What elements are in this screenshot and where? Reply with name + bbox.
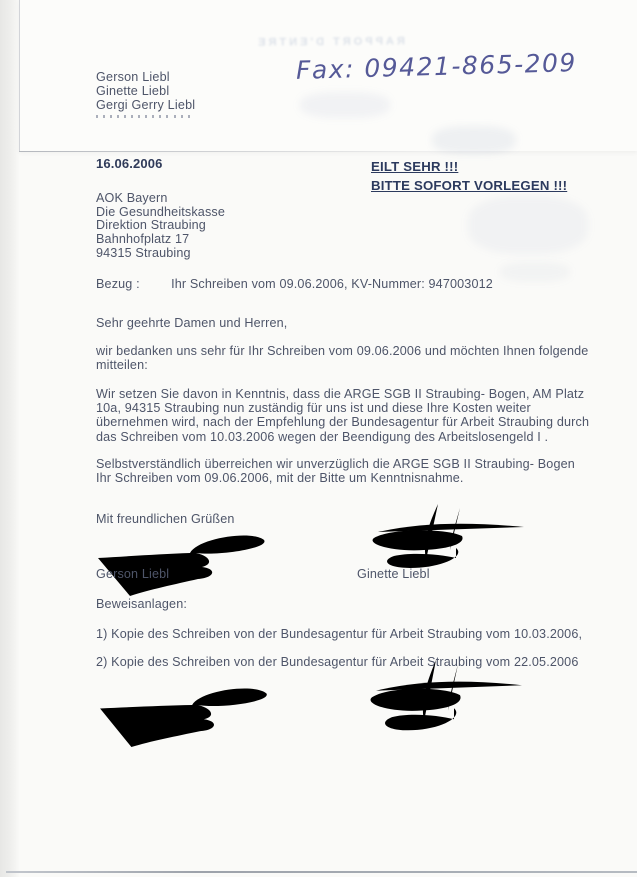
date-text: 16.06.2006 xyxy=(96,156,163,171)
scan-bottom-edge-line xyxy=(6,871,637,873)
recipient-line: Bahnhofplatz 17 xyxy=(96,232,190,247)
recipient-line: 94315 Straubing xyxy=(96,245,191,260)
attachments-heading: Beweisanlagen: xyxy=(96,597,188,611)
signature-ginette-image-bottom xyxy=(340,656,530,755)
sheet-edge-line xyxy=(19,0,20,151)
signature-gerson-image xyxy=(92,520,282,602)
reference-line xyxy=(96,277,493,291)
fold-line xyxy=(19,151,449,152)
reference-label: Bezug : xyxy=(96,277,140,291)
signatory-name: Gerson Liebl xyxy=(96,567,170,581)
salutation-text: Sehr geehrte Damen und Herren, xyxy=(96,316,288,330)
body-paragraph: wir bedanken uns sehr für Ihr Schreiben vom 09.06.2006 und möchten Ihnen folgende mitteilen: xyxy=(96,344,589,373)
cutoff-address-fragments xyxy=(96,112,226,118)
recipient-line: Die Gesundheitskasse xyxy=(96,204,226,219)
bleed-smudge xyxy=(468,196,588,254)
body-paragraph: Selbstverständlich überreichen wir unverzüglich die ARGE SGB II Straubing- Bogen Ihr Schreiben vom 09.06.2006, mit der Bitte um Kenntnisnahme. xyxy=(96,457,575,486)
body-paragraph: Wir setzen Sie davon in Kenntnis, dass die ARGE SGB II Straubing- Bogen, AM Platz 10a, 94315 Straubing nun zuständig für uns ist und diese Ihre Kosten weiter übernehmen wird, nach der Empfehlung der Bundesagentur für Arbeit Straubing durch das Schreiben vom 10.03.2006 wegen der Beendigung des Arbeitslosengeld I . xyxy=(96,387,590,444)
urgency-line-2: BITTE SOFORT VORLEGEN !!! xyxy=(371,177,568,193)
reference-value: Ihr Schreiben vom 09.06.2006, KV-Nummer: 947003012 xyxy=(171,277,493,291)
cutoff-fragment xyxy=(96,115,168,118)
cutoff-fragment xyxy=(174,115,194,118)
sender-name-line: Ginette Liebl xyxy=(96,84,170,98)
attachment-item: 2) Kopie des Schreiben von der Bundesagentur für Arbeit Straubing vom 22.05.2006 xyxy=(96,655,579,669)
bleed-smudge xyxy=(300,92,390,118)
recipient-block xyxy=(96,192,225,261)
bleed-smudge xyxy=(432,126,516,154)
urgency-line-1: EILT SEHR !!! xyxy=(371,159,459,174)
urgency-banner xyxy=(371,158,567,195)
recipient-line: AOK Bayern xyxy=(96,191,168,205)
fax-note-handwritten: Fax: 09421-865-209 xyxy=(295,48,578,85)
signature-gerson-image-bottom xyxy=(93,670,284,755)
ghost-bleed-text: RAPPORT D'ENTRE xyxy=(255,35,405,49)
scan-left-edge-shadow xyxy=(0,0,20,877)
sender-name-line: Gerson Liebl xyxy=(96,70,170,84)
signatory-name: Ginette Liebl xyxy=(357,567,430,581)
closing-text: Mit freundlichen Grüßen xyxy=(96,512,235,526)
recipient-line: Direktion Straubing xyxy=(96,218,206,233)
attachment-item: 1) Kopie des Schreiben von der Bundesagentur für Arbeit Straubing vom 10.03.2006, xyxy=(96,627,583,641)
bleed-smudge xyxy=(500,262,570,282)
sender-name-line: Gergi Gerry Liebl xyxy=(96,98,196,112)
